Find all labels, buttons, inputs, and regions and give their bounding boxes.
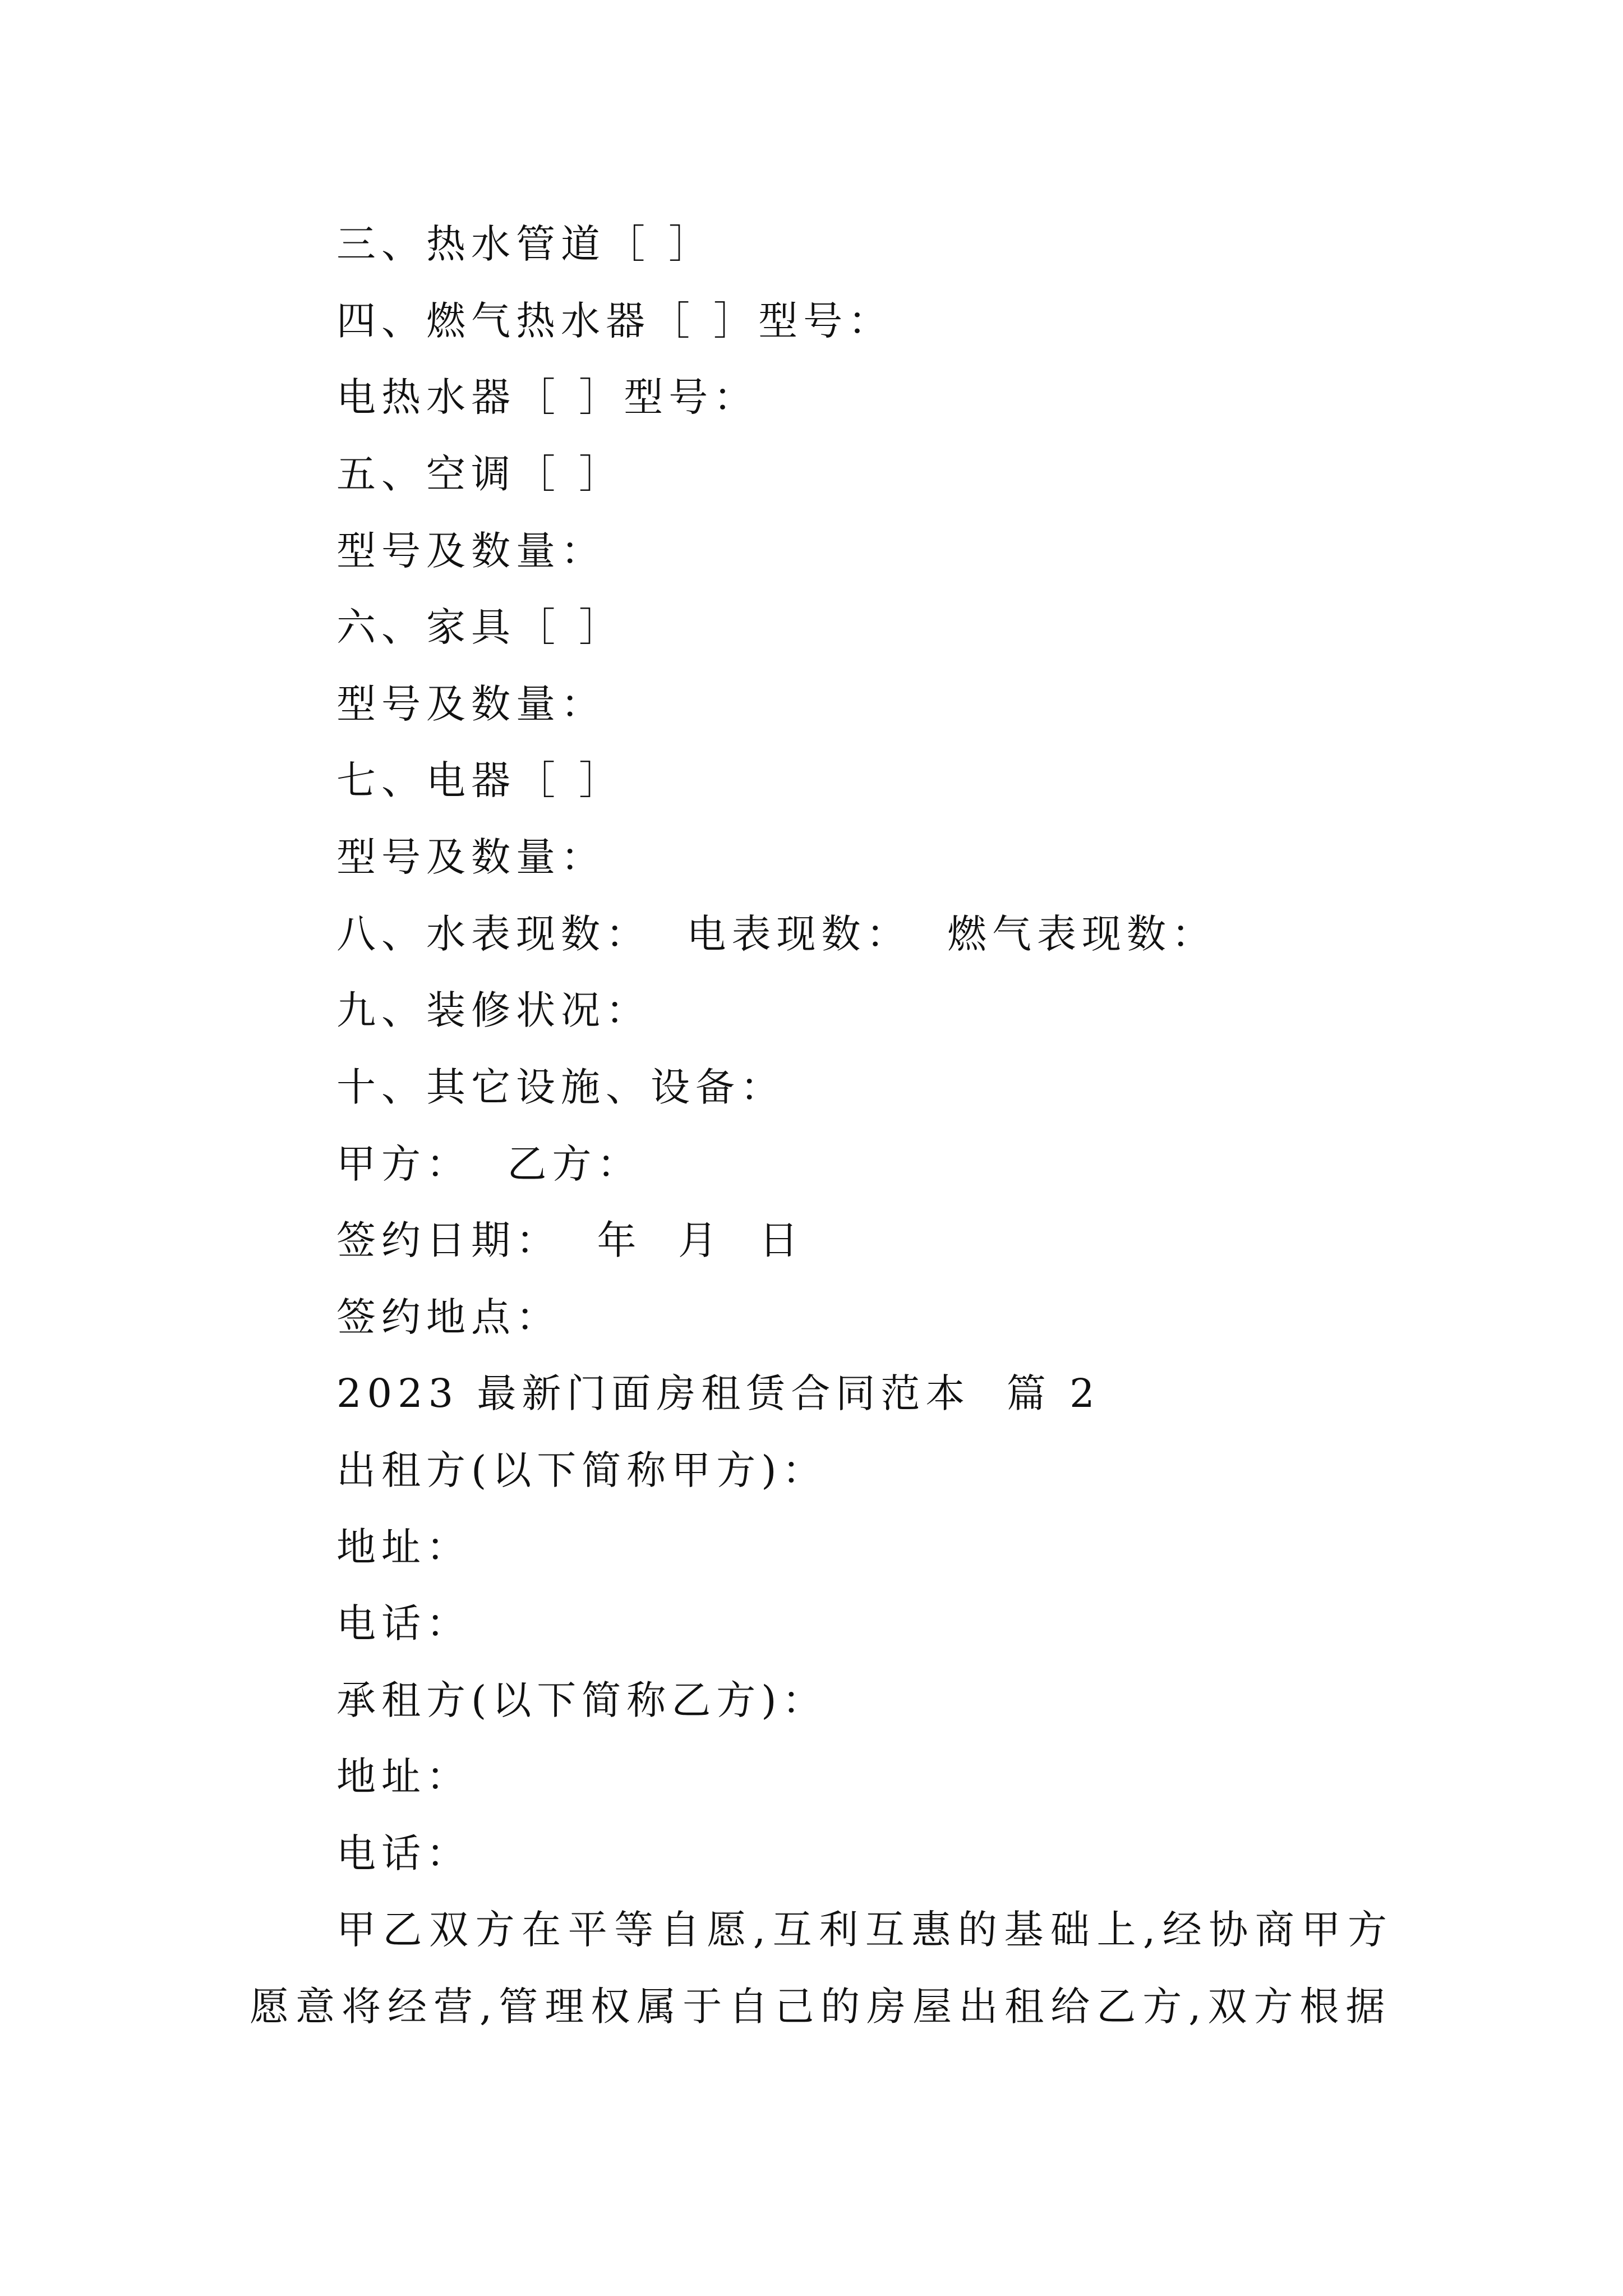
text-line: 七、电器［ ］: [336, 757, 624, 803]
text-line: 承租方(以下简称乙方)：: [336, 1677, 827, 1723]
text-line: 八、水表现数： 电表现数： 燃气表现数：: [336, 911, 1217, 957]
text-line: 型号及数量：: [336, 681, 606, 727]
text-line: 四、燃气热水器［ ］型号：: [336, 298, 893, 344]
text-line: 签约日期： 年 月 日: [336, 1217, 804, 1263]
text-line: 地址：: [336, 1524, 471, 1570]
text-line: 型号及数量：: [336, 834, 606, 880]
text-line: 甲方： 乙方：: [336, 1141, 642, 1187]
text-line: 签约地点：: [336, 1294, 561, 1340]
text-line: 电热水器［ ］型号：: [336, 374, 759, 420]
text-line: 电话：: [336, 1600, 471, 1646]
text-line: 六、家具［ ］: [336, 604, 624, 650]
section-heading: 2023 最新门面房租赁合同范本 篇 2: [336, 1370, 1100, 1416]
text-line: 出租方(以下简称甲方)：: [336, 1447, 827, 1493]
text-line: 十、其它设施、设备：: [336, 1064, 785, 1110]
text-line: 五、空调［ ］: [336, 451, 624, 497]
text-line: 电话：: [336, 1830, 471, 1876]
text-line: 三、热水管道［ ］: [336, 221, 714, 267]
text-line: 型号及数量：: [336, 528, 606, 574]
text-line: 地址：: [336, 1754, 471, 1800]
text-line: 九、装修状况：: [336, 987, 651, 1033]
body-paragraph: 甲乙双方在平等自愿,互利互惠的基础上,经协商甲方愿意将经营,管理权属于自己的房屋出租给乙方,双方根据: [250, 1907, 1394, 2030]
